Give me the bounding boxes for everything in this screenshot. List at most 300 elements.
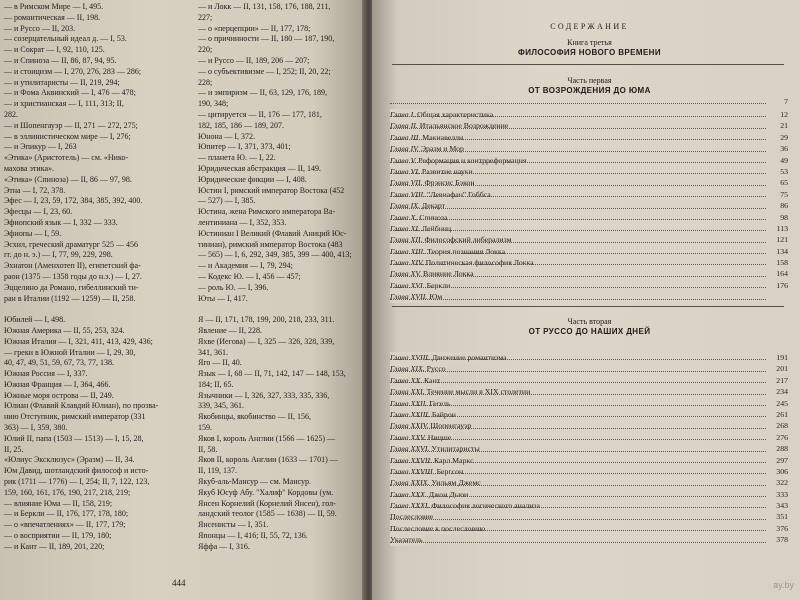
dot-leader xyxy=(390,451,766,452)
dot-leader xyxy=(390,542,766,543)
index-entry: 363) — I, 359, 380. xyxy=(4,423,68,433)
toc-entry[interactable] xyxy=(390,223,788,234)
toc-entry[interactable] xyxy=(390,432,788,443)
chapter-title: Гегель xyxy=(429,398,451,408)
chapter-number: Глава XXIII. xyxy=(390,409,430,419)
toc-entry[interactable] xyxy=(390,268,788,279)
toc-page-number: 121 xyxy=(776,235,788,245)
chapter-title: Спиноза xyxy=(419,212,448,222)
index-entry: Южная Америка — II, 55, 253, 324. xyxy=(4,325,125,335)
toc-page-number: 176 xyxy=(776,280,788,290)
contents-heading: СОДЕРЖАНИЕ xyxy=(550,22,629,31)
toc-entry-caption xyxy=(390,246,507,257)
toc-entry[interactable] xyxy=(390,177,788,188)
toc-entry[interactable] xyxy=(390,363,788,374)
toc-entry-caption xyxy=(390,466,465,477)
index-entry: рик (1711 — 1776) — I, 254; II, 7, 122, 123, xyxy=(4,477,150,487)
toc-entry[interactable] xyxy=(390,420,788,431)
index-entry: Юридические фикции — I, 408. xyxy=(198,174,307,184)
index-entry: — Кодекс Ю. — I, 456 — 457; xyxy=(198,271,301,281)
chapter-title: Карл Маркс xyxy=(433,455,474,465)
toc-entry[interactable] xyxy=(390,455,788,466)
chapter-title: Политическая философия Локка xyxy=(425,258,534,268)
index-entry: — 565) — I, 6, 292, 349, 385, 399 — 400, 413; xyxy=(198,250,352,260)
index-entry: — греки в Южной Италии — I, 29, 30, xyxy=(4,347,136,357)
index-entry: — о причинности — II, 180 — 187, 190, xyxy=(198,34,335,44)
dot-leader xyxy=(390,473,766,474)
dot-leader xyxy=(390,519,766,520)
chapter-number: Глава VI. xyxy=(390,166,420,176)
chapter-title: Влияние Локка xyxy=(423,269,474,279)
toc-page-number: 351 xyxy=(776,512,788,522)
index-entry: нию Отступник, римский император (331 xyxy=(4,412,146,422)
chapter-number: Глава XXIX. xyxy=(390,478,430,488)
dot-leader xyxy=(390,103,766,104)
chapter-number: Глава XXII. xyxy=(390,398,428,408)
toc-entry[interactable] xyxy=(390,534,788,545)
part2-title: ОТ РУССО ДО НАШИХ ДНЕЙ xyxy=(528,327,651,336)
chapter-number: Глава XII. xyxy=(390,235,423,245)
toc-page-number: 75 xyxy=(780,189,788,199)
toc-entry-caption xyxy=(390,212,449,223)
toc-entry[interactable] xyxy=(390,96,788,107)
toc-page-number: 343 xyxy=(776,501,788,511)
toc-entry-caption xyxy=(390,166,475,177)
toc-entry[interactable] xyxy=(390,500,788,511)
index-entry: — и Академия — I, 79, 294; xyxy=(198,261,293,271)
index-entry: — и Сократ — I, 92, 110, 125. xyxy=(4,45,105,55)
toc-entry-caption xyxy=(390,291,444,302)
toc-entry[interactable] xyxy=(390,143,788,154)
chapter-title: Движение романтизма xyxy=(431,353,507,362)
watermark: ay.by xyxy=(773,580,794,590)
index-entry: Юпитер — I, 371, 373, 401; xyxy=(198,142,291,152)
toc-entry-caption xyxy=(390,420,473,431)
index-entry: Этна — I, 72, 378. xyxy=(4,185,66,195)
index-entry: — и Спиноза — II, 86, 87, 94, 95. xyxy=(4,55,117,65)
index-entry: — и утилитаристы — II, 219, 294; xyxy=(4,77,120,87)
chapter-title: "Левиафан" Гоббса xyxy=(427,189,491,199)
chapter-number: Глава XXVII. xyxy=(390,455,433,465)
chapter-number: Глава III. xyxy=(390,132,421,142)
index-entry: Юбилей — I, 498. xyxy=(4,315,66,325)
index-entry: 220; xyxy=(198,45,213,55)
dot-leader xyxy=(390,371,766,372)
toc-entry-caption xyxy=(390,189,493,200)
dot-leader xyxy=(390,394,766,395)
toc-entry-caption xyxy=(390,132,465,143)
toc-page-number: 21 xyxy=(780,121,788,131)
dot-leader xyxy=(390,242,766,243)
chapter-title: Уильям Джемс xyxy=(431,478,481,488)
chapter-number: Глава XXVI. xyxy=(390,444,430,454)
toc-page-number: 288 xyxy=(776,444,788,454)
toc-page-number: 86 xyxy=(780,201,788,211)
chapter-title: Реформация и контрреформация xyxy=(418,155,527,165)
index-entry: Эхнатон (Аменхотеп II), египетский фа- xyxy=(4,261,141,271)
part1-list xyxy=(390,109,788,303)
index-entry: 341, 361. xyxy=(198,347,228,357)
index-entry: «Этика» (Спиноза) — II, 86 — 97, 98. xyxy=(4,174,132,184)
toc-entry[interactable] xyxy=(390,246,788,257)
index-entry: — роль Ю. — I, 396. xyxy=(198,282,269,292)
toc-entry-caption xyxy=(390,500,542,511)
toc-entry[interactable] xyxy=(390,352,788,363)
chapter-title: Развитие науки xyxy=(421,166,473,176)
index-entry: Якобинцы, якобинство — II, 156, xyxy=(198,412,311,422)
part2-label: Часть вторая xyxy=(567,317,612,326)
chapter-number: Глава XXX. xyxy=(390,489,427,499)
toc-page-number: 158 xyxy=(776,258,788,268)
index-entry xyxy=(198,304,358,315)
index-entry: 339, 345, 361. xyxy=(198,401,244,411)
toc-entry-caption xyxy=(390,177,477,188)
dot-leader xyxy=(390,116,766,117)
chapter-title: Философский либерализм xyxy=(424,235,512,245)
dot-leader xyxy=(390,382,766,383)
index-entry: II, 25. xyxy=(4,444,24,454)
index-entry: II, 119, 137. xyxy=(198,466,238,476)
chapter-number: Глава XVI. xyxy=(390,280,425,290)
index-entry: 190, 348; xyxy=(198,99,229,109)
contents-page xyxy=(372,0,800,600)
dot-leader xyxy=(390,359,766,360)
toc-page-number: 164 xyxy=(776,269,788,279)
dot-leader xyxy=(390,253,766,254)
chapter-number: Глава V. xyxy=(390,155,417,165)
dot-leader xyxy=(390,128,766,129)
dot-leader xyxy=(390,173,766,174)
index-entry: — и Беркли — II, 176, 177, 178, 180; xyxy=(4,509,129,519)
index-entry: — романтическая — II, 198. xyxy=(4,12,101,22)
toc-page-number: 29 xyxy=(780,132,788,142)
index-entry: Янсен Корнелий (Корнелий Янсен), гол- xyxy=(198,498,336,508)
index-entry: 40, 47, 49, 51, 59, 67, 73, 77, 138. xyxy=(4,358,114,368)
index-entry: ран в Италии (1192 — 1259) — II, 258. xyxy=(4,293,136,303)
toc-entry[interactable] xyxy=(390,375,788,386)
toc-page-number: 36 xyxy=(780,144,788,154)
chapter-number: Глава XIX. xyxy=(390,364,425,374)
toc-page-number: 297 xyxy=(776,455,788,465)
toc-page-number: 98 xyxy=(780,212,788,222)
chapter-number: Глава VIII. xyxy=(390,189,426,199)
book-title: ФИЛОСОФИЯ НОВОГО ВРЕМЕНИ xyxy=(517,48,662,57)
dot-leader xyxy=(390,185,766,186)
toc-entry[interactable] xyxy=(390,466,788,477)
toc-entry[interactable] xyxy=(390,280,788,291)
index-entry: — и Локк — II, 131, 158, 176, 188, 211, xyxy=(198,2,331,11)
toc-entry[interactable] xyxy=(390,443,788,454)
chapter-number: Глава XXIV. xyxy=(390,421,429,431)
index-entry: — цитируется — II, 176 — 177, 181, xyxy=(198,109,322,119)
chapter-title: Шопенгауэр xyxy=(430,421,472,431)
index-entry: Язык — I, 68 — II, 71, 142, 147 — 148, 153, xyxy=(198,369,346,379)
dot-leader xyxy=(390,485,766,486)
chapter-title: Ницше xyxy=(427,432,452,442)
chapter-number: Глава XX. xyxy=(390,375,423,385)
index-entry: «Юлиус Эксклюзус» (Эразм) — II, 34. xyxy=(4,455,135,465)
toc-entry-caption xyxy=(390,432,453,443)
index-entry: Яков I, король Англии (1566 — 1625) — xyxy=(198,433,336,443)
toc-page-number: 276 xyxy=(776,432,788,442)
index-entry: Юлиан (Флавий Клавдий Юлиан), по прозва- xyxy=(4,401,159,411)
index-entry: Яхве (Иегова) — I, 325 — 326, 328, 339, xyxy=(198,336,335,346)
chapter-title: Эразм и Мор xyxy=(420,144,464,154)
toc-entry-caption xyxy=(390,523,487,534)
index-entry: раон (1375 — 1358 годы до н.э.) — I, 27. xyxy=(4,271,142,281)
dot-leader xyxy=(390,428,766,429)
toc-page-number: 306 xyxy=(776,466,788,476)
index-entry: Южные моря острова — II, 249. xyxy=(4,390,114,400)
toc-entry[interactable] xyxy=(390,477,788,488)
dot-leader xyxy=(390,287,766,288)
chapter-title: Руссо xyxy=(426,364,446,374)
index-entry: Яго — II, 40. xyxy=(198,358,242,368)
chapter-number: Глава IX. xyxy=(390,201,420,211)
dot-leader xyxy=(390,208,766,209)
index-entry: Я — II, 171, 178, 199, 200, 218, 233, 311. xyxy=(198,315,335,325)
toc-entry-caption xyxy=(390,511,435,522)
chapter-title: Кант xyxy=(424,375,441,385)
index-column-left xyxy=(4,2,182,553)
dot-leader xyxy=(390,276,766,277)
index-entry: 184; II, 65. xyxy=(198,379,234,389)
divider xyxy=(392,64,784,65)
toc-entry-caption xyxy=(390,268,476,279)
chapter-number: Глава XXXI. xyxy=(390,501,430,511)
index-entry: — и стоицизм — I, 270, 276, 283 — 286; xyxy=(4,66,142,76)
toc-page-number: 376 xyxy=(776,523,788,533)
toc-page-number: 201 xyxy=(776,364,788,374)
toc-entry-caption xyxy=(390,375,442,386)
chapter-title: Утилитаристы xyxy=(431,444,480,454)
chapter-number: Глава XXV. xyxy=(390,432,426,442)
toc-entry[interactable] xyxy=(390,189,788,200)
chapter-number: Глава XV. xyxy=(390,269,422,279)
chapter-title: Макиавелли xyxy=(422,132,464,142)
toc-entry[interactable] xyxy=(390,511,788,522)
toc-entry-caption xyxy=(390,234,514,245)
toc-page-number: 378 xyxy=(776,535,788,545)
dot-leader xyxy=(390,299,766,300)
toc-page-number: 49 xyxy=(780,155,788,165)
book-label: Книга третья xyxy=(567,38,612,47)
index-entry: — и Руссо — II, 203. xyxy=(4,23,76,33)
index-entry: — влияние Юма — II, 158, 219; xyxy=(4,498,113,508)
toc-entry-caption xyxy=(390,200,447,211)
toc-entry[interactable] xyxy=(390,409,788,420)
dot-leader xyxy=(390,264,766,265)
toc-entry[interactable] xyxy=(390,120,788,131)
dot-leader xyxy=(390,139,766,140)
index-entry: Эфиопский язык — I, 332 — 333. xyxy=(4,217,118,227)
index-entry: Юстиниан I Великий (Флавий Аниций Юс- xyxy=(198,228,347,238)
part1-title: ОТ ВОЗРОЖДЕНИЯ ДО ЮМА xyxy=(528,86,651,95)
index-entry: Эфиопы — I, 59. xyxy=(4,228,62,238)
index-entry: Эфесцы — I, 23, 60. xyxy=(4,207,73,217)
index-entry: Юстин I, римский император Востока (452 xyxy=(198,185,345,195)
index-entry: Юты — I, 417. xyxy=(198,293,248,303)
chapter-number: Глава XI. xyxy=(390,223,420,233)
index-entry: 227; xyxy=(198,12,213,22)
index-entry: Эфес — I, 23, 59, 172, 384, 385, 392, 400. xyxy=(4,196,143,206)
toc-entry[interactable] xyxy=(390,166,788,177)
index-entry: Явление — II, 228. xyxy=(198,325,262,335)
toc-entry[interactable] xyxy=(390,257,788,268)
toc-page-number: 333 xyxy=(776,489,788,499)
toc-entry[interactable] xyxy=(390,523,788,534)
toc-page-number: 53 xyxy=(780,166,788,176)
toc-page-number: 322 xyxy=(776,478,788,488)
dot-leader xyxy=(390,462,766,463)
index-entry: 182, 185, 186 — 189, 207. xyxy=(198,120,284,130)
chapter-number: Глава IV. xyxy=(390,144,419,154)
index-entry: Эсхил, греческий драматург 525 — 456 xyxy=(4,239,139,249)
chapter-number: Глава VII. xyxy=(390,178,423,188)
chapter-title: Бергсон xyxy=(436,466,464,476)
chapter-number: Глава II. xyxy=(390,121,418,131)
toc-page-number: 113 xyxy=(776,223,788,233)
toc-entry[interactable] xyxy=(390,234,788,245)
toc-entry-caption xyxy=(390,280,452,291)
dot-leader xyxy=(390,219,766,220)
toc-entry[interactable] xyxy=(390,155,788,166)
index-entry: — о субъективизме — I, 252; II, 20, 22; xyxy=(198,66,331,76)
index-entry: 282. xyxy=(4,109,18,119)
index-entry: — и Фома Аквинский — I, 476 — 478; xyxy=(4,88,136,98)
index-entry: Язычники — I, 326, 327, 333, 335, 336, xyxy=(198,390,330,400)
dot-leader xyxy=(390,507,766,508)
toc-entry[interactable] xyxy=(390,398,788,409)
chapter-number: Глава XVIII. xyxy=(390,353,430,362)
chapter-title: Течение мысли в XIX столетии xyxy=(426,387,531,397)
index-entry: Южная Россия — I, 337. xyxy=(4,369,88,379)
toc-page-number: 234 xyxy=(776,387,788,397)
index-entry: — созерцательный идеал д. — I, 53. xyxy=(4,34,127,44)
dot-leader xyxy=(390,439,766,440)
index-entry: Юстина, жена Римского императора Ва- xyxy=(198,207,336,217)
index-entry: II, 58. xyxy=(198,444,218,454)
toc-entry-caption xyxy=(390,363,448,374)
index-entry: гг. до н. э.) — I, 77, 99, 229, 298. xyxy=(4,250,113,260)
index-entry: — и Шопенгауэр — II, 271 — 272, 275; xyxy=(4,120,138,130)
index-column-right xyxy=(198,2,358,553)
index-entry: — и Кант — II, 189, 201, 220; xyxy=(4,541,105,551)
index-entry: Японцы — I, 416; II, 55, 72, 136. xyxy=(198,531,308,541)
index-entry: — в эллинистическом мире — I, 276; xyxy=(4,131,131,141)
chapter-title: Итальянское Возрождение xyxy=(419,121,509,131)
part1-label: Часть первая xyxy=(567,76,612,85)
index-entry xyxy=(4,304,182,315)
toc-entry-caption xyxy=(390,155,528,166)
index-entry: — о «перцепции» — II, 177, 178; xyxy=(198,23,311,33)
toc-entry-caption xyxy=(390,352,509,363)
chapter-title: Общая характеристика xyxy=(417,110,494,119)
chapter-title: Послесловие xyxy=(390,512,434,522)
toc-page-number: 7 xyxy=(784,97,788,106)
chapter-number: Глава XVII. xyxy=(390,292,428,302)
toc-page-number: 245 xyxy=(776,398,788,408)
index-entry: Юнона — I, 372. xyxy=(198,131,255,141)
toc-entry-caption xyxy=(390,120,510,131)
chapter-title: Юм xyxy=(429,292,443,302)
toc-entry-caption xyxy=(390,109,495,120)
toc-entry[interactable] xyxy=(390,291,788,302)
chapter-title: Декарт xyxy=(421,201,446,211)
toc-page-number: 261 xyxy=(776,409,788,419)
chapter-title: Послесловие к послесловию xyxy=(390,523,486,533)
part2-list xyxy=(390,352,788,546)
toc-entry-caption xyxy=(390,443,482,454)
chapter-title: Джон Дьюи xyxy=(428,489,469,499)
index-entry: — и христианская — I, 111, 313; II, xyxy=(4,99,124,109)
index-entry: Южная Италия — I, 321, 411, 413, 429, 436; xyxy=(4,336,153,346)
index-entry: Юм Давид, шотландский философ и исто- xyxy=(4,466,149,476)
toc-entry-caption xyxy=(390,386,532,397)
index-entry: махова этика». xyxy=(4,163,55,173)
index-entry: Якуб-аль-Мансур — см. Мансур. xyxy=(198,477,312,487)
dot-leader xyxy=(390,416,766,417)
index-entry: — и Руссо — II, 189, 206 — 207; xyxy=(198,55,310,65)
index-entry: Южная Франция — I, 364, 466. xyxy=(4,379,111,389)
index-entry: Яффа — I, 316. xyxy=(198,541,250,551)
index-page xyxy=(0,0,368,600)
divider xyxy=(392,306,784,307)
dot-leader xyxy=(390,530,766,531)
index-entry: — о «впечатлениях» — II, 177, 179; xyxy=(4,520,126,530)
chapter-title: Беркли xyxy=(426,280,451,290)
part1-intro xyxy=(390,96,788,107)
index-entry: 159, 160, 161, 176, 190, 217, 218, 219; xyxy=(4,487,131,497)
chapter-title: Лейбниц xyxy=(421,223,452,233)
toc-entry[interactable] xyxy=(390,200,788,211)
toc-entry[interactable] xyxy=(390,109,788,120)
index-entry: Яков II, король Англии (1633 — 1701) — xyxy=(198,455,338,465)
dot-leader xyxy=(390,151,766,152)
toc-entry-caption xyxy=(390,409,458,420)
index-entry: Юридическая абстракция — II, 149. xyxy=(198,163,321,173)
toc-entry[interactable] xyxy=(390,212,788,223)
toc-entry[interactable] xyxy=(390,386,788,397)
toc-entry[interactable] xyxy=(390,489,788,500)
toc-page-number: 268 xyxy=(776,421,788,431)
index-entry: ландский теолог (1585 — 1638) — II, 59. xyxy=(198,509,337,519)
chapter-number: Глава XIV. xyxy=(390,258,424,268)
page-number: 444 xyxy=(172,578,186,588)
dot-leader xyxy=(390,496,766,497)
chapter-title: Фрэнсис Бэкон xyxy=(424,178,475,188)
toc-page-number: 217 xyxy=(776,375,788,385)
dot-leader xyxy=(390,405,766,406)
index-entry: Янсенисты — I, 351. xyxy=(198,520,269,530)
toc-page-number: 134 xyxy=(776,246,788,256)
index-entry: — 527) — I, 385. xyxy=(198,196,256,206)
toc-entry[interactable] xyxy=(390,132,788,143)
chapter-number: Глава X. xyxy=(390,212,418,222)
index-entry: 228; xyxy=(198,77,213,87)
toc-entry-caption xyxy=(390,489,470,500)
chapter-title: Указатель xyxy=(390,535,423,545)
chapter-title: Байрон xyxy=(431,409,456,419)
chapter-number: Глава XXVIII. xyxy=(390,466,435,476)
index-entry: Эццелино да Романо, гибеллинский ти- xyxy=(4,282,139,292)
index-entry: — в Римском Мире — I, 495. xyxy=(4,2,104,11)
toc-entry-caption xyxy=(390,455,476,466)
toc-entry-caption xyxy=(390,534,425,545)
dot-leader xyxy=(390,162,766,163)
index-entry: лентиниана — I, 352, 353. xyxy=(198,217,287,227)
toc-page-number: 65 xyxy=(780,178,788,188)
